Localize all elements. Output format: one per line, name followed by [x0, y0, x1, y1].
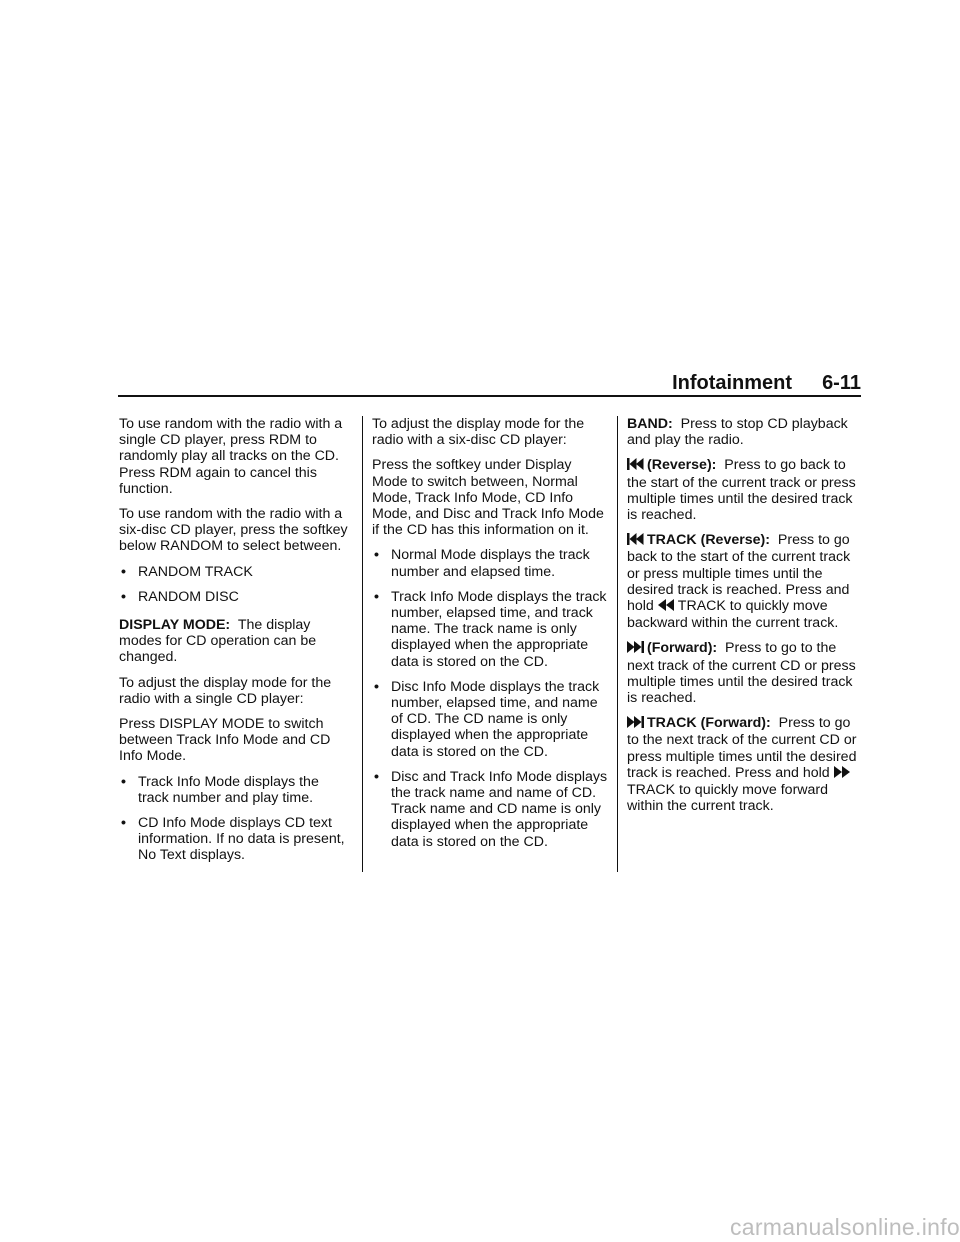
bullet-icon: •: [121, 773, 126, 790]
paragraph: Press the softkey under Display Mode to switch between, Normal Mode, Track Info Mode, CD Info Mode, and Disc and Track Info Mode if the CD has this information on it.: [372, 457, 604, 539]
bullet-icon: •: [374, 547, 379, 564]
column-divider: [362, 416, 363, 872]
bullet-icon: •: [374, 588, 379, 605]
term-label: TRACK (Reverse):: [647, 532, 770, 549]
list-item: • RANDOM TRACK: [121, 563, 253, 580]
paragraph: TRACK (Reverse): Press to go back to the start of the current track or press multiple times until the desired track is reached. Press and hold TRACK to quickly move backward within the current track.: [627, 532, 851, 632]
paragraph: (Reverse): Press to go back to the start of the current track or press multiple times until the desired track is reached.: [627, 457, 856, 524]
bullet-icon: •: [121, 588, 126, 605]
term-label: (Forward):: [647, 640, 718, 657]
paragraph: To use random with the radio with a six-disc CD player, press the softkey below RANDOM to select between.: [119, 506, 348, 555]
bullet-list: [372, 547, 608, 849]
page-number: 6-11: [822, 372, 861, 394]
list-item: • Disc and Track Info Mode displays the track name and name of CD. Track name and CD name is only displayed when the appropriate data is stored on the CD.: [374, 768, 608, 850]
fast-forward-icon: [834, 766, 851, 782]
column-2: [372, 416, 608, 859]
bullet-list: [119, 564, 353, 605]
column-1: [119, 416, 353, 873]
list-item: • Normal Mode displays the track number and elapsed time.: [374, 547, 590, 580]
list-item: • Track Info Mode displays the track number, elapsed time, and track name. The track name is only displayed when the appropriate data is stored on the CD.: [374, 588, 607, 670]
bullet-list: [119, 774, 353, 864]
paragraph: (Forward): Press to go to the next track of the current CD or press multiple times until the desired track is reached.: [627, 640, 856, 707]
list-item: • CD Info Mode displays CD text information. If no data is present, No Text displays.: [121, 815, 345, 864]
paragraph: To use random with the radio with a single CD player, press RDM to randomly play all tracks on the CD. Press RDM again to cancel this function.: [119, 416, 343, 497]
previous-track-icon: [627, 458, 644, 474]
list-item: • RANDOM DISC: [121, 588, 239, 605]
next-track-icon: [627, 641, 644, 657]
bullet-icon: •: [121, 563, 126, 580]
page-header: [118, 370, 861, 396]
bullet-icon: •: [374, 678, 379, 695]
paragraph: To adjust the display mode for the radio with a single CD player:: [119, 674, 332, 707]
list-item: • Track Info Mode displays the track number and play time.: [121, 773, 319, 806]
next-track-icon: [627, 716, 644, 732]
paragraph: BAND: Press to stop CD playback and play the radio.: [627, 416, 848, 449]
column-divider: [617, 416, 618, 872]
term-label: BAND:: [627, 416, 673, 432]
paragraph: DISPLAY MODE: The display modes for CD operation can be changed.: [119, 617, 317, 666]
section-title: Infotainment: [672, 372, 793, 394]
paragraph: To adjust the display mode for the radio with a six-disc CD player:: [372, 416, 585, 449]
paragraph: TRACK (Forward): Press to go to the next track of the current CD or press multiple times until the desired track is reached. Press and hold TRACK to quickly move forward within the current track.: [627, 715, 857, 815]
term-label: TRACK (Forward):: [647, 715, 771, 732]
term-label: (Reverse):: [647, 457, 717, 474]
watermark: carmanualsonline.info: [729, 1214, 960, 1240]
rewind-icon: [658, 599, 675, 615]
bullet-icon: •: [374, 768, 379, 785]
bullet-icon: •: [121, 815, 126, 832]
header-rule: [118, 395, 861, 397]
list-item: • Disc Info Mode displays the track number, elapsed time, and name of CD. The CD name is only displayed when the appropriate data is stored on the CD.: [374, 678, 600, 760]
term-label: DISPLAY MODE:: [119, 617, 231, 634]
paragraph: Press DISPLAY MODE to switch between Track Info Mode and CD Info Mode.: [119, 716, 331, 765]
column-3: [627, 416, 863, 823]
previous-track-icon: [627, 533, 644, 549]
